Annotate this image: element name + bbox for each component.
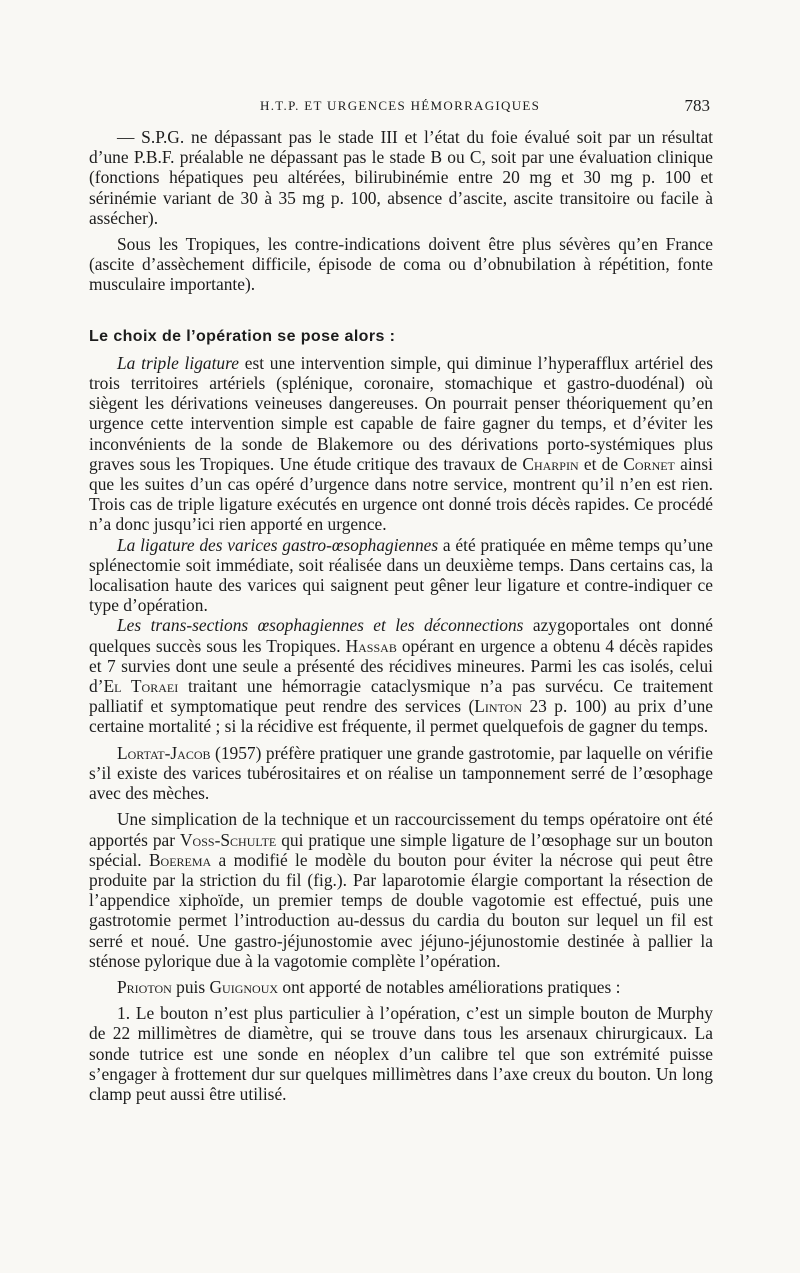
- paragraph-prioton-guignoux: Prioton puis Guignoux ont apporté de notables améliorations pratiques :: [117, 976, 621, 997]
- term-trans-sections: Les trans-sections œsophagiennes et les déconnections: [117, 615, 524, 636]
- author-name: El Toraei: [103, 676, 179, 697]
- page-body: [89, 127, 713, 1104]
- author-name: Hassab: [345, 635, 397, 656]
- section-heading: Le choix de l’opération se pose alors :: [89, 327, 396, 345]
- paragraph-point-1: 1. Le bouton n’est plus particulier à l’opération, c’est un simple bouton de Murphy de 22 millimètres de diamètre, qui se trouve dans tous les arsenaux chirurgicaux. La sonde tutrice est une sonde en néoplex d’un calibre tel que son extrémité puisse s’engager à frottement dur sur quelques millimètres dans l’axe creux du bouton. Un long clamp peut aussi être utilisé.: [89, 1003, 713, 1104]
- paragraph-simplification: Une simplication de la technique et un raccourcissement du temps opératoire ont été apportés par Voss-Schulte qui pratique une simple ligature de l’œsophage sur un bouton spécial. Boerema a modifié le modèle du bouton pour éviter la nécrose qui peut être produite par la striction du fil (fig.). Par laparotomie élargie comportant la résection de l’appendice xiphoïde, un premier temps de double vagotomie est effectué, puis une gastrotomie permet l’introduction au-dessus du cardia du bouton sur lequel un fil est serré et noué. Une gastro-jéjunostomie avec jéjuno-jéjunostomie destinée à pallier la sténose pylorique due à la vagotomie complète l’opération.: [89, 809, 713, 971]
- author-name: Boerema: [148, 849, 212, 870]
- term-varices-ligature: La ligature des varices gastro-œsophagiennes: [117, 534, 439, 555]
- paragraph-varices-ligature: La ligature des varices gastro-œsophagiennes a été pratiquée en même temps qu’une splénectomie soit immédiate, soit réalisée dans un deuxième temps. Dans certains cas, la localisation haute des varices qui saignent peut gêner leur ligature et contre-indiquer ce type d’opération.: [89, 534, 713, 616]
- author-name: Prioton: [117, 976, 172, 997]
- paragraph-lortat-jacob: Lortat-Jacob (1957) préfère pratiquer une grande gastrotomie, par laquelle on vérifie s’il existe des varices tubérositaires et on réalise un tamponnement serré de l’œsophage avec des mèches.: [89, 742, 713, 804]
- paragraph-trans-sections: Les trans-sections œsophagiennes et les déconnections azygoportales ont donné quelques succès sous les Tropiques. Hassab opérant en urgence a obtenu 4 décès rapides et 7 survies dont une seule a présenté des récidives mineures. Parmi les cas isolés, celui d’El Toraei traitant une hémorragie cataclysmique n’a pas survécu. Ce traitement palliatif et symptomatique peut rendre des services (Linton 23 p. 100) au prix d’une certaine mortalité ; si la récidive est fréquente, il permet quelquefois de gagner du temps.: [89, 615, 714, 737]
- author-name: Linton: [474, 696, 523, 717]
- term-triple-ligature: La triple ligature: [117, 352, 239, 373]
- paragraph-triple-ligature: La triple ligature est une intervention simple, qui diminue l’hyperafflux artériel des trois territoires artériels (splénique, coronaire, stomachique et gastro-duodénal) où siègent les dérivations veineuses dangereuses. On pourrait penser théoriquement qu’en urgence cette intervention simple est capable de faire gagner du temps, et d’éviter les inconvénients de la sonde de Blakemore ou des dérivations porto-systémiques plus graves sous les Tropiques. Une étude critique des travaux de Charpin et de Cornet ainsi que les suites d’un cas opéré d’urgence dans notre service, montrent qu’il n’en est rien. Trois cas de triple ligature exécutés en urgence ont donné trois décès rapides. Ce procédé n’a donc jusqu’ici rien apporté en urgence.: [89, 352, 713, 535]
- running-title: H.T.P. ET URGENCES HÉMORRAGIQUES: [260, 98, 541, 113]
- paragraph-spg-criteria: — S.P.G. ne dépassant pas le stade III et l’état du foie évalué soit par un résultat d’une P.B.F. préalable ne dépassant pas le stade B ou C, soit par une évaluation clinique (fonctions hépatiques peu altérées, bilirubinémie entre 20 mg et 30 mg p. 100 et sérinémie variant de 30 à 35 mg p. 100, absence d’ascite, ascite transitoire ou facile à assécher).: [89, 127, 713, 228]
- author-name: Guignoux: [209, 976, 279, 997]
- author-name: Charpin: [522, 453, 579, 474]
- author-name: Cornet: [623, 453, 675, 474]
- paragraph-tropics-contraindications: Sous les Tropiques, les contre-indications doivent être plus sévères qu’en France (ascite d’assèchement difficile, épisode de coma ou d’obnubilation à répétition, fonte musculaire importante).: [89, 234, 713, 295]
- author-name: Voss-Schulte: [180, 829, 277, 850]
- page-header: [90, 96, 710, 120]
- page-number: 783: [684, 96, 710, 115]
- author-name: Lortat-Jacob: [117, 742, 211, 763]
